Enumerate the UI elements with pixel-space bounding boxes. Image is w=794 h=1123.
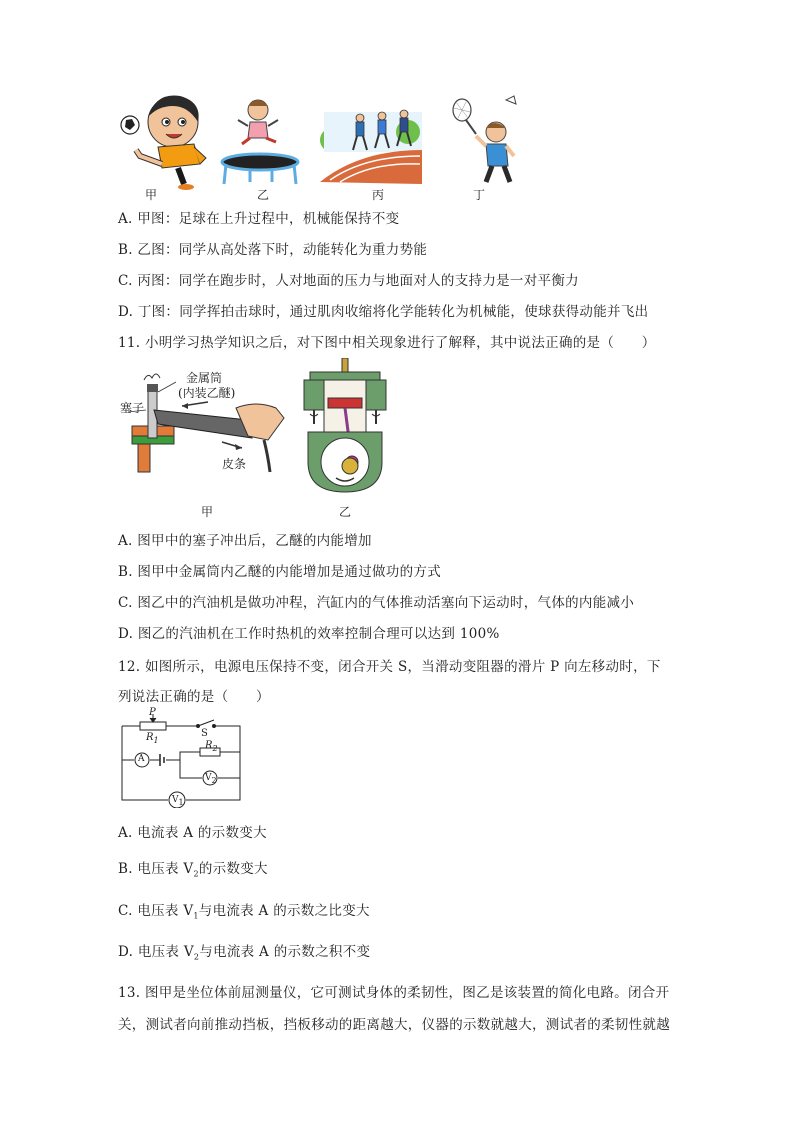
q10-figure-row bbox=[118, 92, 528, 202]
q12-option-d-post: 与电流表 A 的示数之积不变 bbox=[199, 944, 371, 960]
q10-illustrations bbox=[118, 92, 528, 202]
q10-option-d: D. 丁图：同学挥拍击球时，通过肌肉收缩将化学能转化为机械能，使球获得动能并飞出 bbox=[118, 304, 649, 320]
r2-letter: R bbox=[205, 740, 213, 751]
circuit-label-r1 bbox=[146, 732, 159, 745]
q12-option-b-pre: B. 电压表 V bbox=[118, 861, 194, 877]
q10-caption-2: 乙 bbox=[257, 188, 270, 202]
circuit-label-p: P bbox=[149, 707, 156, 718]
q12-option-d-pre: D. 电压表 V bbox=[118, 944, 194, 960]
child-trampoline-image bbox=[222, 100, 298, 184]
q11-stem: 11. 小明学习热学知识之后，对下图中相关现象进行了解释，其中说法正确的是（ ） bbox=[118, 335, 656, 351]
q12-option-a: A. 电流表 A 的示数变大 bbox=[118, 825, 267, 841]
voltmeter-v2-label bbox=[205, 773, 217, 785]
r1-letter: R bbox=[146, 732, 154, 743]
kid-kicking-ball-image bbox=[121, 95, 206, 190]
q10-caption-4: 丁 bbox=[473, 188, 486, 202]
circuit-label-r2 bbox=[205, 740, 218, 753]
circuit-label-s: S bbox=[201, 728, 208, 739]
ammeter-label: A bbox=[138, 754, 145, 764]
q13-stem-line-1: 13. 图甲是坐位体前屈测量仪，它可测试身体的柔韧性，图乙是该装置的简化电路。闭合开 bbox=[118, 985, 670, 1001]
q12-option-c bbox=[118, 899, 370, 921]
v2-letter: V bbox=[205, 773, 212, 783]
tube-label: 金属筒 bbox=[186, 371, 223, 385]
q10-caption-3: 丙 bbox=[372, 188, 385, 202]
q12-option-c-sub: 1 bbox=[193, 911, 199, 921]
q11-caption-1: 甲 bbox=[201, 505, 214, 519]
voltmeter-v1-label bbox=[172, 795, 184, 807]
q11-option-b: B. 图甲中金属筒内乙醚的内能增加是通过做功的方式 bbox=[118, 564, 442, 580]
tube-note-label: (内装乙醚) bbox=[178, 386, 236, 400]
q12-option-b bbox=[118, 857, 268, 879]
q12-option-c-pre: C. 电压表 V bbox=[118, 903, 194, 919]
q11-option-c: C. 图乙中的汽油机是做功冲程，汽缸内的气体推动活塞向下运动时，气体的内能减小 bbox=[118, 595, 635, 611]
v1-letter: V bbox=[172, 795, 179, 805]
r1-sub: 1 bbox=[153, 736, 159, 745]
v2-sub: 2 bbox=[211, 775, 217, 785]
q10-option-b: B. 乙图：同学从高处落下时，动能转化为重力势能 bbox=[118, 242, 428, 258]
v1-sub: 1 bbox=[178, 797, 184, 807]
belt-label: 皮条 bbox=[222, 457, 247, 471]
q12-option-c-post: 与电流表 A 的示数之比变大 bbox=[198, 903, 370, 919]
q13-stem-line-2: 关，测试者向前推动挡板，挡板移动的距离越大，仪器的示数就越大，测试者的柔韧性就越 bbox=[118, 1017, 670, 1033]
q12-stem-line-2: 列说法正确的是（ ） bbox=[118, 689, 270, 705]
q10-option-c: C. 丙图：同学在跑步时，人对地面的压力与地面对人的支持力是一对平衡力 bbox=[118, 273, 579, 289]
q12-option-d bbox=[118, 940, 370, 962]
q11-option-d: D. 图乙的汽油机在工作时热机的效率控制合理可以达到 100% bbox=[118, 626, 500, 642]
gasoline-engine-diagram bbox=[300, 358, 390, 498]
q12-option-b-sub: 2 bbox=[193, 869, 199, 879]
plug-label: 塞子 bbox=[120, 401, 145, 415]
q10-option-a: A. 甲图：足球在上升过程中，机械能保持不变 bbox=[118, 211, 400, 227]
q12-option-d-sub: 2 bbox=[193, 952, 200, 962]
r2-sub: 2 bbox=[212, 744, 218, 753]
q11-caption-2: 乙 bbox=[339, 505, 352, 519]
q12-option-b-post: 的示数变大 bbox=[198, 861, 268, 877]
badminton-player-image bbox=[453, 96, 516, 182]
runners-track-image bbox=[320, 110, 422, 184]
q12-stem-line-1: 12. 如图所示，电源电压保持不变，闭合开关 S，当滑动变阻器的滑片 P 向左移动时，下 bbox=[118, 659, 661, 675]
q10-caption-1: 甲 bbox=[145, 188, 158, 202]
q11-option-a: A. 图甲中的塞子冲出后，乙醚的内能增加 bbox=[118, 533, 372, 549]
q11-figure-yi bbox=[300, 358, 390, 498]
